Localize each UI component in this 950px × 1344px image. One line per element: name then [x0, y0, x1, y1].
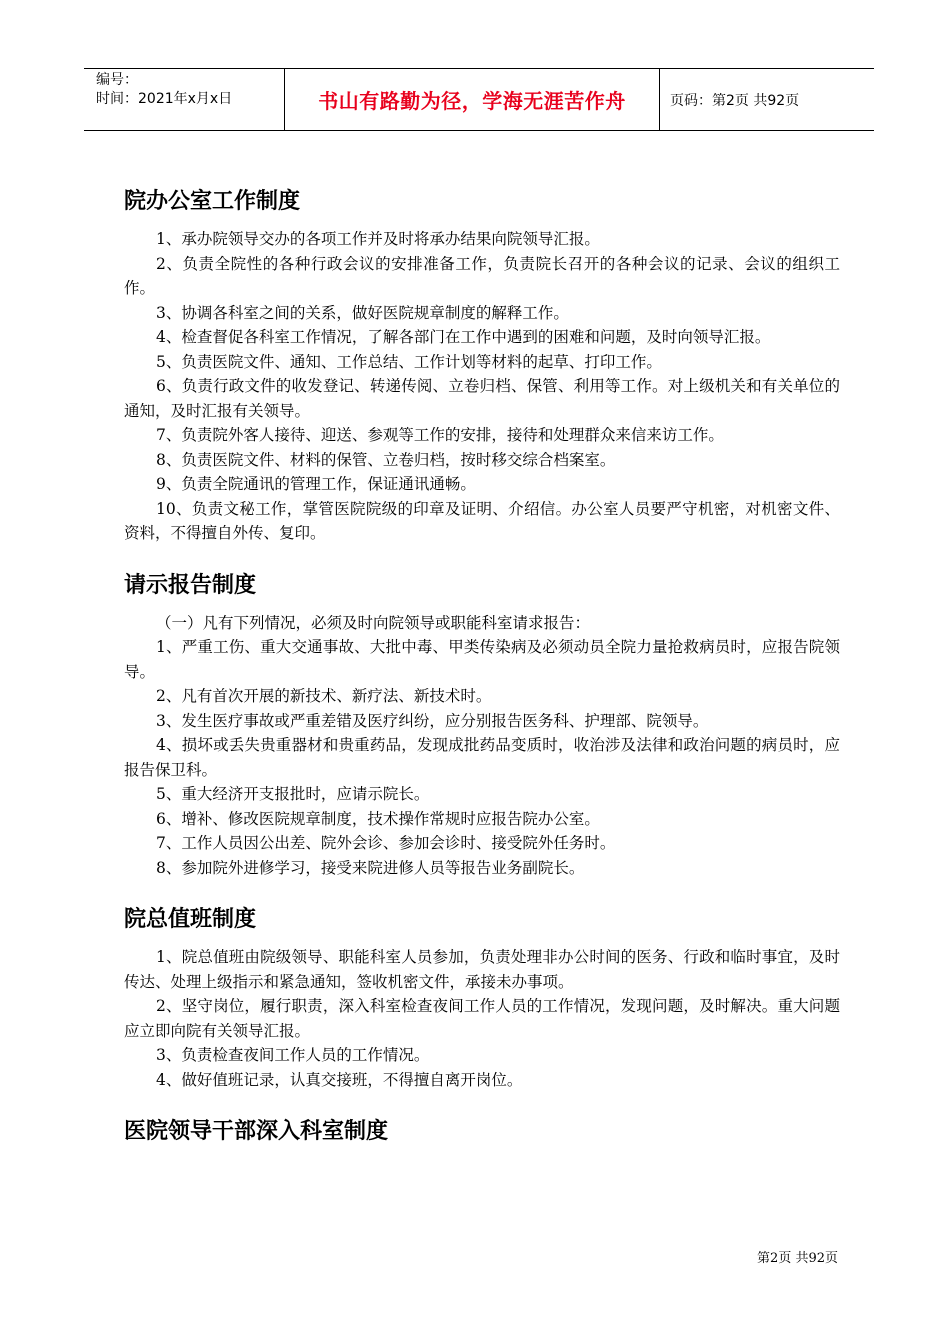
paragraph: 6、增补、修改医院规章制度，技术操作常规时应报告院办公室。	[156, 809, 600, 828]
header-page-info: 页码：第2页 共92页	[670, 92, 800, 109]
paragraph: 2、凡有首次开展的新技术、新疗法、新技术时。	[156, 687, 492, 705]
page-header	[84, 68, 874, 131]
paragraph: 6、负责行政文件的收发登记、转递传阅、立卷归档、保管、利用等工作。对上级机关和有关单位的通知，及时汇报有关领导。	[124, 377, 840, 420]
paragraph: 10、负责文秘工作，掌管医院院级的印章及证明、介绍信。办公室人员要严守机密，对机密文件、资料，不得擅自外传、复印。	[124, 499, 840, 542]
section	[124, 1116, 840, 1148]
header-number: 编号：	[96, 72, 138, 88]
paragraph: 4、做好值班记录，认真交接班，不得擅自离开岗位。	[156, 1070, 523, 1089]
header-meta	[84, 69, 285, 130]
header-time: 时间：2021年x月x日	[96, 91, 233, 107]
paragraph: 1、严重工伤、重大交通事故、大批中毒、甲类传染病及必须动员全院力量抢救病员时，应报告院领导。	[124, 638, 840, 681]
paragraph: 4、损坏或丢失贵重器材和贵重药品，发现成批药品变质时，收治涉及法律和政治问题的病员时，应报告保卫科。	[124, 736, 840, 779]
paragraph: 4、检查督促各科室工作情况，了解各部门在工作中遇到的困难和问题，及时向领导汇报。	[156, 328, 771, 346]
section	[124, 186, 840, 546]
paragraph: 7、负责院外客人接待、迎送、参观等工作的安排，接待和处理群众来信来访工作。	[156, 426, 724, 444]
paragraph: 1、承办院领导交办的各项工作并及时将承办结果向院领导汇报。	[156, 230, 600, 248]
paragraph: 2、负责全院性的各种行政会议的安排准备工作，负责院长召开的各种会议的记录、会议的组织工作。	[124, 254, 840, 297]
paragraph: 2、坚守岗位，履行职责，深入科室检查夜间工作人员的工作情况，发现问题，及时解决。重大问题应立即向院有关领导汇报。	[124, 997, 840, 1040]
paragraph: 3、负责检查夜间工作人员的工作情况。	[156, 1046, 430, 1064]
section-title: 院办公室工作制度	[124, 189, 301, 214]
paragraph: 9、负责全院通讯的管理工作，保证通讯通畅。	[156, 475, 476, 493]
paragraph: 7、工作人员因公出差、院外会诊、参加会诊时、接受院外任务时。	[156, 834, 616, 852]
header-motto: 书山有路勤为径，学海无涯苦作舟	[285, 69, 660, 130]
page-footer: 第2页 共92页	[757, 1251, 838, 1266]
document-body	[124, 186, 840, 1172]
paragraph: 8、负责医院文件、材料的保管、立卷归档，按时移交综合档案室。	[156, 450, 616, 469]
paragraph: 3、协调各科室之间的关系，做好医院规章制度的解释工作。	[156, 303, 569, 322]
paragraph: 8、参加院外进修学习，接受来院进修人员等报告业务副院长。	[156, 858, 585, 877]
section-title: 院总值班制度	[124, 907, 257, 932]
section-title: 请示报告制度	[124, 572, 257, 598]
section-title: 医院领导干部深入科室制度	[124, 1119, 389, 1144]
section	[124, 904, 840, 1092]
paragraph: 5、负责医院文件、通知、工作总结、工作计划等材料的起草、打印工作。	[156, 352, 662, 371]
paragraph: 1、院总值班由院级领导、职能科室人员参加，负责处理非办公时间的医务、行政和临时事宜，及时传达、处理上级指示和紧急通知，签收机密文件，承接未办事项。	[124, 948, 840, 991]
paragraph: （一）凡有下列情况，必须及时向院领导或职能科室请求报告：	[156, 613, 591, 632]
section	[124, 570, 840, 881]
paragraph: 3、发生医疗事故或严重差错及医疗纠纷，应分别报告医务科、护理部、院领导。	[156, 711, 709, 730]
paragraph: 5、重大经济开支报批时，应请示院长。	[156, 785, 430, 803]
